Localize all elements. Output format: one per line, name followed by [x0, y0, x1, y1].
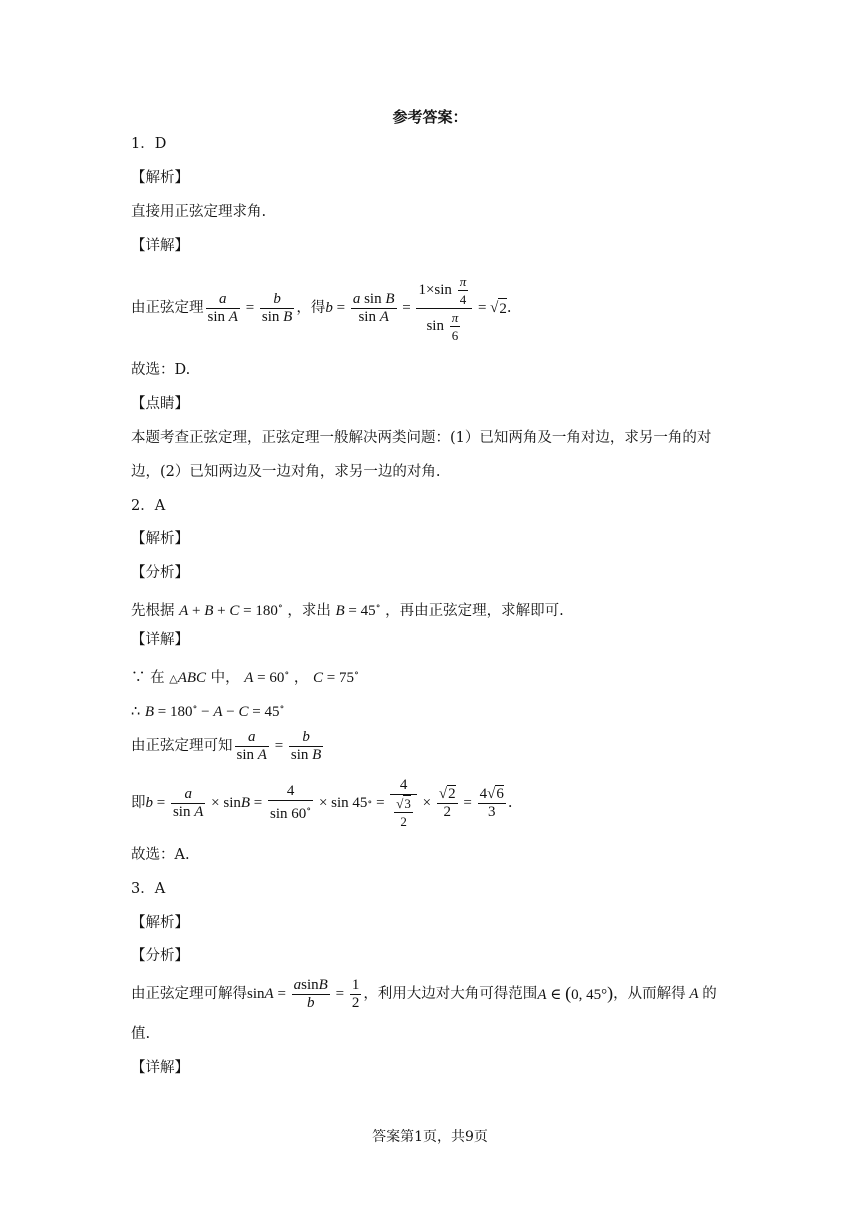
q2-conclusion: 故选：A. — [131, 847, 190, 863]
q1-formula-prefix: 由正弦定理 — [131, 300, 204, 316]
q1-tag-xiangjie: 【详解】 — [131, 238, 189, 254]
q2-tag-jiexi: 【解析】 — [131, 531, 189, 547]
q1-formula-mid: ，得 — [296, 300, 326, 316]
q1-tag-jiexi: 【解析】 — [131, 170, 189, 186]
q1-analysis: 直接用正弦定理求角. — [131, 204, 267, 220]
q1-conclusion: 故选：D. — [131, 362, 191, 378]
q1-formula-line — [131, 270, 512, 346]
q2-analysis: 先根据 A + B + C = 180∘ ，求出 B = 45∘ ，再由正弦定理，求解即可. — [131, 601, 564, 619]
q3-tag-jiexi: 【解析】 — [131, 915, 189, 931]
q3-answer: 3．A — [131, 881, 166, 897]
page-title: 参考答案： — [392, 108, 468, 126]
q1-tag-dianjing: 【点睛】 — [131, 396, 189, 412]
q1-formula-result: b = $\frac{\text{a sin B}}{\text{sin A}}$ = 1×sin $\frac{\pi}{4}$ sin $\frac{\pi}{6}$ = √ 2 — [325, 273, 507, 343]
q2-tag-fenxi: 【分析】 — [131, 565, 189, 581]
q1-comment-line1: 本题考查正弦定理，正弦定理一般解决两类问题：(1）已知两角及一角对边，求另一角的对 — [131, 430, 712, 446]
q2-angle-b: ∴ B = 180∘ − A − C = 45∘ — [131, 702, 285, 720]
q2-result: 即 b = $\frac{a}{\text{sin A}}$ × sin B = $\frac{4}{\sin 60^\circ}$ × sin 45 ∘ = $\frac{4}{\frac{√3}{2}}$ × $\frac{√2}{2}$ = $\frac{4√6}{3}$ . — [131, 776, 513, 829]
page-footer: 答案第1页，共9页 — [372, 1129, 488, 1145]
q1-answer: 1．D — [131, 136, 167, 152]
q2-answer: 2．A — [131, 498, 166, 514]
q3-tag-fenxi: 【分析】 — [131, 948, 189, 964]
q2-tag-xiangjie: 【详解】 — [131, 632, 189, 648]
q1-formula: $\frac{a}{\text{sin A}}$ = $\frac{b}{\text{sin B}}$ — [207, 290, 293, 325]
q3-analysis-line2: 值. — [131, 1026, 151, 1042]
q3-analysis: 由正弦定理可解得 sin A = $\frac{asinB}{b}$ = $\frac{1}{2}$ ，利用大边对大角可得范围 A ∈ (0, 45°) ，从而解得 A 的 — [131, 976, 717, 1011]
q2-given: ∵ 在 △ABC 中， A = 60∘ ， C = 75∘ — [131, 668, 359, 686]
q1-formula-tail: . — [506, 300, 512, 316]
q2-sine-law: 由正弦定理可知 $\frac{a}{\text{sin A}}$ = $\frac{b}{\text{sin B}}$ — [131, 728, 322, 763]
q1-comment-line2: 边，(2）已知两边及一边对角，求另一边的对角. — [131, 464, 441, 480]
q3-tag-xiangjie: 【详解】 — [131, 1060, 189, 1076]
